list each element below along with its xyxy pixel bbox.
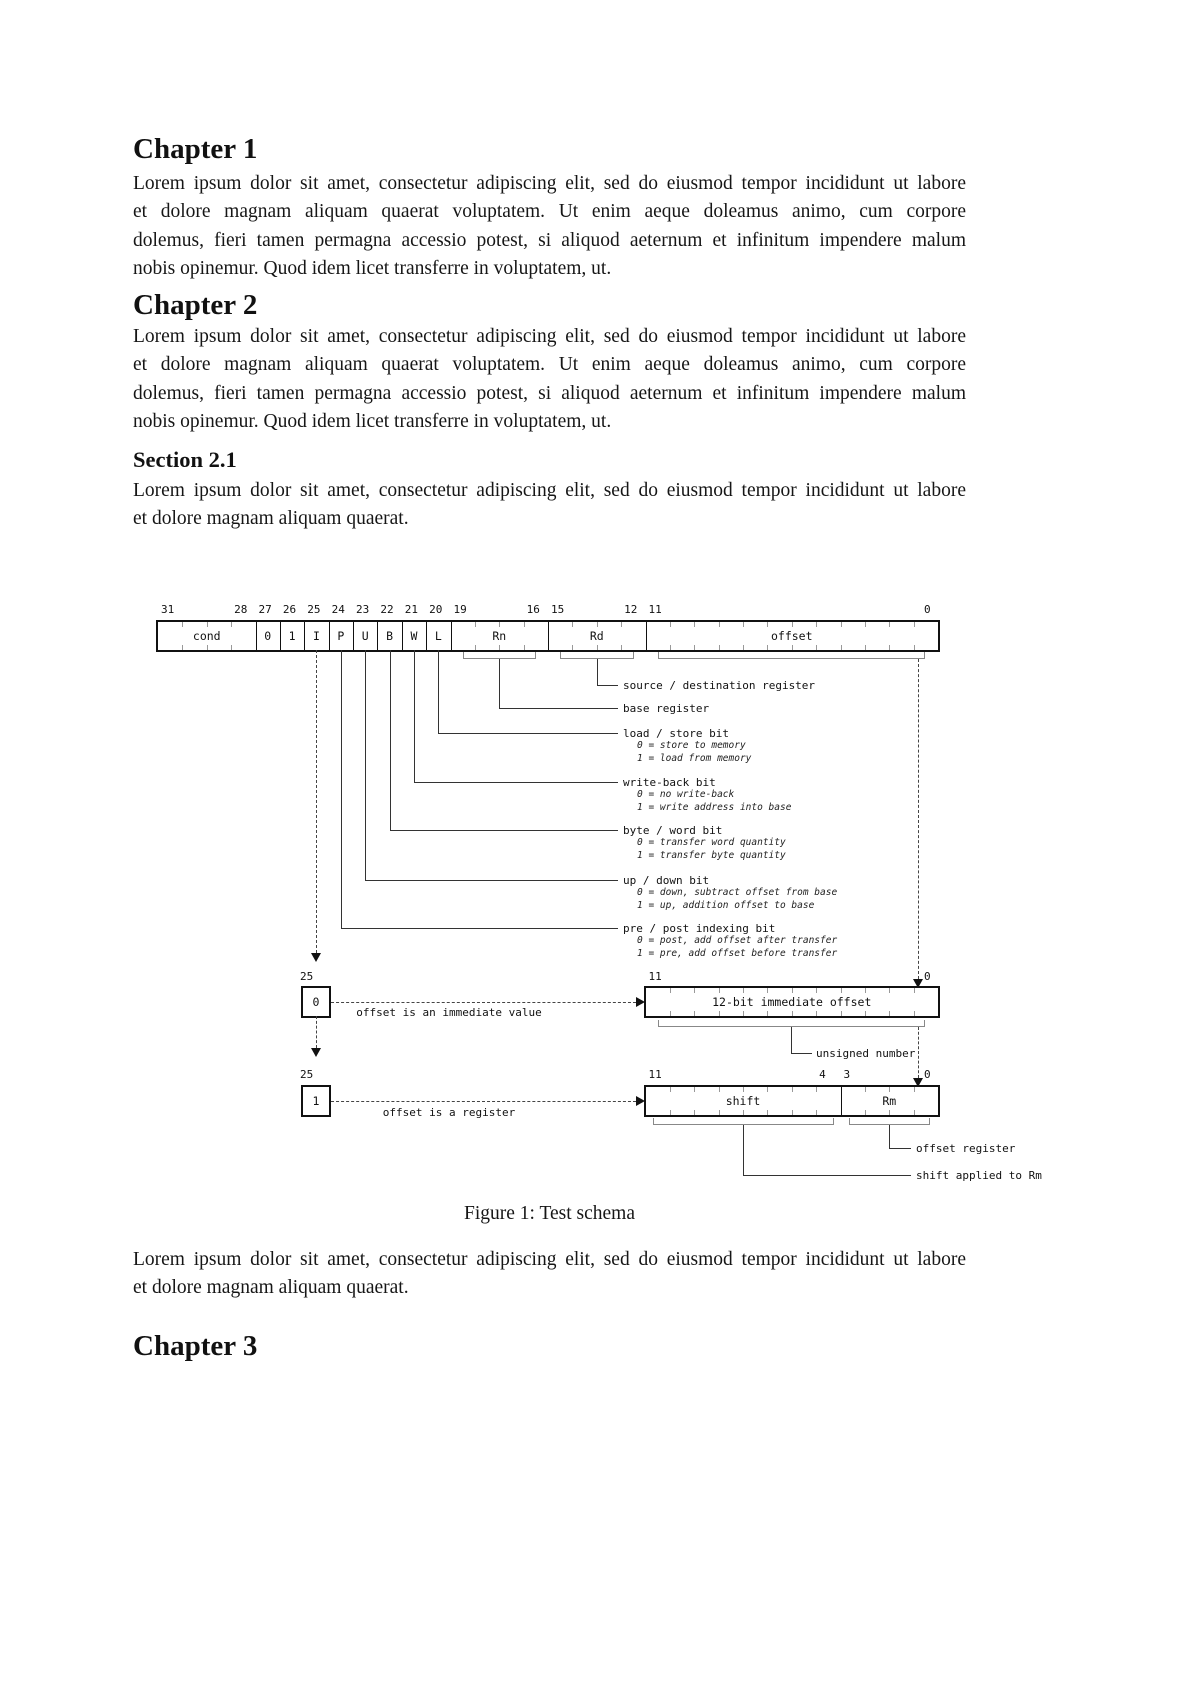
bit-label: 15	[551, 603, 565, 616]
bit-tick	[621, 622, 622, 627]
bit-tick	[572, 622, 573, 627]
annotation-label: byte / word bit	[623, 824, 723, 837]
arrow-right-icon	[636, 997, 645, 1007]
arrow-down-icon	[311, 953, 321, 962]
bit-tick	[865, 1110, 866, 1115]
bit-tick	[719, 1011, 720, 1016]
bit-label: 26	[282, 603, 297, 616]
annotation-stem	[341, 650, 342, 928]
annotation-label: source / destination register	[623, 679, 816, 692]
bit-tick	[694, 1087, 695, 1092]
chapter-3-heading: Chapter 3	[133, 1330, 258, 1362]
bit-label: 28	[234, 603, 248, 616]
bit-tick	[499, 622, 500, 627]
bit-tick	[670, 622, 671, 627]
bit-tick	[621, 645, 622, 650]
bit-tick	[889, 1011, 890, 1016]
annotation-label: load / store bit	[623, 727, 729, 740]
bit-label: 21	[404, 603, 418, 616]
chapter-2-heading: Chapter 2	[133, 289, 258, 321]
bit-tick	[914, 622, 915, 627]
bit-tick	[816, 1087, 817, 1092]
bit-tick	[816, 1110, 817, 1115]
bit-tick	[767, 645, 768, 650]
bit-tick	[572, 645, 573, 650]
annotation-label: base register	[623, 702, 710, 715]
bit-label: 0	[924, 970, 931, 983]
figure-caption: Figure 1: Test schema	[463, 1203, 636, 1224]
chapter-2-paragraph	[133, 323, 966, 437]
bit-label: 11	[648, 1068, 662, 1081]
field-cond: cond	[158, 622, 257, 650]
bit-tick	[914, 1110, 915, 1115]
field-P: P	[329, 622, 354, 650]
bit-tick	[889, 622, 890, 627]
bit-tick	[889, 1087, 890, 1092]
bit-label: 11	[648, 970, 662, 983]
bit-label: 31	[161, 603, 175, 616]
imm-select-bit: 0	[312, 995, 320, 1009]
dashed-line	[331, 1002, 636, 1003]
bit-label: 24	[331, 603, 345, 616]
field-B: B	[377, 622, 402, 650]
bit-tick	[694, 645, 695, 650]
bit-tick	[792, 622, 793, 627]
bit-tick	[914, 988, 915, 993]
bit-tick	[914, 1087, 915, 1092]
bit-label: 27	[258, 603, 272, 616]
annotation-sub-label: 0 = no write-back	[637, 789, 735, 800]
bit-tick	[743, 1087, 744, 1092]
field-bracket	[658, 652, 926, 659]
field-U: U	[353, 622, 378, 650]
bit-tick	[182, 645, 183, 650]
bit-label: 0	[924, 603, 931, 616]
bit-tick	[182, 622, 183, 627]
note-connector	[889, 1148, 911, 1149]
field-Rd: Rd	[548, 622, 647, 650]
paragraph-line: dolemus, fieri tamen permagna accessio potest, si aliquod aeternum et infinitum impendere malum	[133, 382, 966, 404]
paragraph-line: Lorem ipsum dolor sit amet, consectetur adipiscing elit, sed do eiusmod tempor incididunt ut labore	[133, 1249, 966, 1270]
bit-tick	[719, 1087, 720, 1092]
annotation-connector	[414, 782, 618, 783]
bit-tick	[767, 1087, 768, 1092]
note-stem	[889, 1125, 890, 1148]
paragraph-line: Lorem ipsum dolor sit amet, consectetur adipiscing elit, sed do eiusmod tempor incididunt ut labore	[133, 173, 966, 194]
annotation-connector	[438, 733, 618, 734]
annotation-stem	[597, 659, 598, 685]
post-figure-paragraph	[133, 1246, 966, 1303]
reg-select-bit: 1	[312, 1094, 320, 1108]
field-bracket	[849, 1118, 931, 1125]
bit-tick	[524, 622, 525, 627]
field-Rn: Rn	[451, 622, 550, 650]
bit-tick	[475, 622, 476, 627]
bit-tick	[207, 645, 208, 650]
annotation-stem	[414, 650, 415, 782]
bit-tick	[670, 988, 671, 993]
note-connector	[791, 1053, 812, 1054]
bit-tick	[694, 988, 695, 993]
bit-tick	[670, 1087, 671, 1092]
bit-tick	[816, 645, 817, 650]
dashed-line	[918, 1027, 919, 1078]
bit-tick	[719, 622, 720, 627]
note-stem	[743, 1125, 744, 1175]
bit-tick	[816, 1011, 817, 1016]
bit-tick	[719, 1110, 720, 1115]
chapter-1-heading: Chapter 1	[133, 133, 258, 165]
bit-tick	[841, 622, 842, 627]
bit-tick	[865, 622, 866, 627]
bit-tick	[889, 645, 890, 650]
reg-arrow-caption: offset is a register	[382, 1106, 516, 1119]
bit-tick	[865, 1087, 866, 1092]
note-label: offset register	[916, 1142, 1016, 1155]
bit-tick	[792, 988, 793, 993]
bit-tick	[914, 1011, 915, 1016]
arrow-down-icon	[311, 1048, 321, 1057]
annotation-sub-label: 1 = write address into base	[637, 802, 792, 813]
bit-tick	[865, 645, 866, 650]
bit-tick	[231, 645, 232, 650]
annotation-connector	[341, 928, 618, 929]
bit-tick	[792, 645, 793, 650]
shift-field: shift	[646, 1087, 842, 1115]
field-I: I	[304, 622, 329, 650]
bit-label: 0	[924, 1068, 931, 1081]
bit-tick	[207, 622, 208, 627]
bit-tick	[743, 645, 744, 650]
bit-tick	[743, 622, 744, 627]
bit-tick	[694, 622, 695, 627]
bit-label: 3	[843, 1068, 851, 1081]
field-L: L	[426, 622, 451, 650]
bit-label: 16	[526, 603, 540, 616]
paragraph-line: nobis opinemur. Quod idem licet transferre in voluptatem, ut.	[133, 411, 612, 433]
paragraph-line: dolemus, fieri tamen permagna accessio potest, si aliquod aeternum et infinitum impendere malum	[133, 229, 966, 251]
annotation-label: write-back bit	[623, 776, 716, 789]
bit-tick	[670, 645, 671, 650]
annotation-connector	[365, 880, 618, 881]
annotation-connector	[499, 708, 618, 709]
section-2-1-heading: Section 2.1	[133, 447, 237, 472]
bit-tick	[597, 622, 598, 627]
bit-tick	[719, 988, 720, 993]
bit-label: 11	[648, 603, 662, 616]
annotation-sub-label: 0 = store to memory	[637, 740, 746, 751]
bit-tick	[841, 1011, 842, 1016]
imm-arrow-caption: offset is an immediate value	[356, 1006, 542, 1019]
bit-tick	[670, 1011, 671, 1016]
field-bracket	[560, 652, 634, 659]
paragraph-line: et dolore magnam aliquam quaerat voluptatem. Ut enim aeque doleamus animo, cum corpore	[133, 354, 966, 376]
annotation-sub-label: 0 = down, subtract offset from base	[637, 887, 838, 898]
bit-label: 25	[300, 1068, 314, 1081]
bit-tick	[914, 645, 915, 650]
bit-tick	[743, 1011, 744, 1016]
bit-label: 12	[624, 603, 638, 616]
note-label: shift applied to Rm	[916, 1169, 1042, 1182]
bit-tick	[524, 645, 525, 650]
paragraph-line: et dolore magnam aliquam quaerat.	[133, 508, 409, 530]
annotation-label: pre / post indexing bit	[623, 922, 776, 935]
paragraph-line: Lorem ipsum dolor sit amet, consectetur adipiscing elit, sed do eiusmod tempor incididunt ut labore	[133, 326, 966, 347]
dashed-line	[331, 1101, 636, 1102]
bit-label: 22	[380, 603, 394, 616]
bit-tick	[231, 622, 232, 627]
bit-tick	[889, 988, 890, 993]
bit-tick	[694, 1110, 695, 1115]
field-offset: offset	[770, 629, 813, 643]
bit-tick	[841, 645, 842, 650]
bit-label: 25	[300, 970, 314, 983]
field-bracket	[463, 652, 537, 659]
paragraph-line: et dolore magnam aliquam quaerat.	[133, 1277, 409, 1299]
bit-tick	[767, 1011, 768, 1016]
dashed-line	[918, 659, 919, 979]
bit-tick	[889, 1110, 890, 1115]
dashed-line	[316, 650, 317, 953]
bit-tick	[841, 988, 842, 993]
bit-tick	[792, 1011, 793, 1016]
annotation-connector	[597, 685, 618, 686]
annotation-stem	[499, 659, 500, 708]
paragraph-line: nobis opinemur. Quod idem licet transferre in voluptatem, ut.	[133, 258, 612, 280]
rm-field: Rm	[882, 1094, 897, 1108]
annotation-stem	[390, 650, 391, 830]
annotation-sub-label: 1 = transfer byte quantity	[637, 850, 786, 861]
bit-tick	[767, 622, 768, 627]
annotation-sub-label: 0 = transfer word quantity	[637, 837, 786, 848]
annotation-stem	[438, 650, 439, 733]
bit-tick	[865, 988, 866, 993]
figure-1-instruction-format-diagram	[0, 555, 1191, 1200]
bit-label: 25	[307, 603, 321, 616]
note-label: unsigned number	[816, 1047, 916, 1060]
paragraph-line: Lorem ipsum dolor sit amet, consectetur adipiscing elit, sed do eiusmod tempor incididunt ut labore	[133, 480, 966, 501]
annotation-stem	[365, 650, 366, 880]
bit-tick	[694, 1011, 695, 1016]
annotation-sub-label: 1 = pre, add offset before transfer	[637, 948, 838, 959]
bit-tick	[743, 988, 744, 993]
field-1: 1	[280, 622, 305, 650]
dashed-line	[316, 1016, 317, 1048]
annotation-sub-label: 0 = post, add offset after transfer	[637, 935, 838, 946]
bit-label: 23	[356, 603, 370, 616]
bit-tick	[597, 645, 598, 650]
imm-offset-field: 12-bit immediate offset	[712, 995, 872, 1009]
bit-tick	[816, 622, 817, 627]
chapter-1-paragraph	[133, 170, 966, 284]
annotation-sub-label: 1 = load from memory	[637, 753, 752, 764]
section-2-1-paragraph	[133, 477, 966, 534]
bit-tick	[792, 1110, 793, 1115]
bit-tick	[719, 645, 720, 650]
arrow-right-icon	[636, 1096, 645, 1106]
bit-tick	[865, 1011, 866, 1016]
bit-tick	[743, 1110, 744, 1115]
annotation-label: up / down bit	[623, 874, 710, 887]
bit-tick	[670, 1110, 671, 1115]
note-connector	[743, 1175, 911, 1176]
bit-tick	[475, 645, 476, 650]
paragraph-line: et dolore magnam aliquam quaerat voluptatem. Ut enim aeque doleamus animo, cum corpore	[133, 201, 966, 223]
bit-tick	[767, 988, 768, 993]
bit-label: 4	[819, 1068, 826, 1081]
field-0: 0	[256, 622, 281, 650]
bit-tick	[792, 1087, 793, 1092]
bit-tick	[499, 645, 500, 650]
field-W: W	[402, 622, 427, 650]
field-bracket	[658, 1020, 926, 1027]
annotation-sub-label: 1 = up, addition offset to base	[637, 900, 815, 911]
field-bracket	[653, 1118, 834, 1125]
bit-tick	[816, 988, 817, 993]
annotation-connector	[390, 830, 618, 831]
bit-label: 20	[429, 603, 443, 616]
bit-tick	[767, 1110, 768, 1115]
bit-label: 19	[453, 603, 467, 616]
note-stem	[791, 1027, 792, 1053]
